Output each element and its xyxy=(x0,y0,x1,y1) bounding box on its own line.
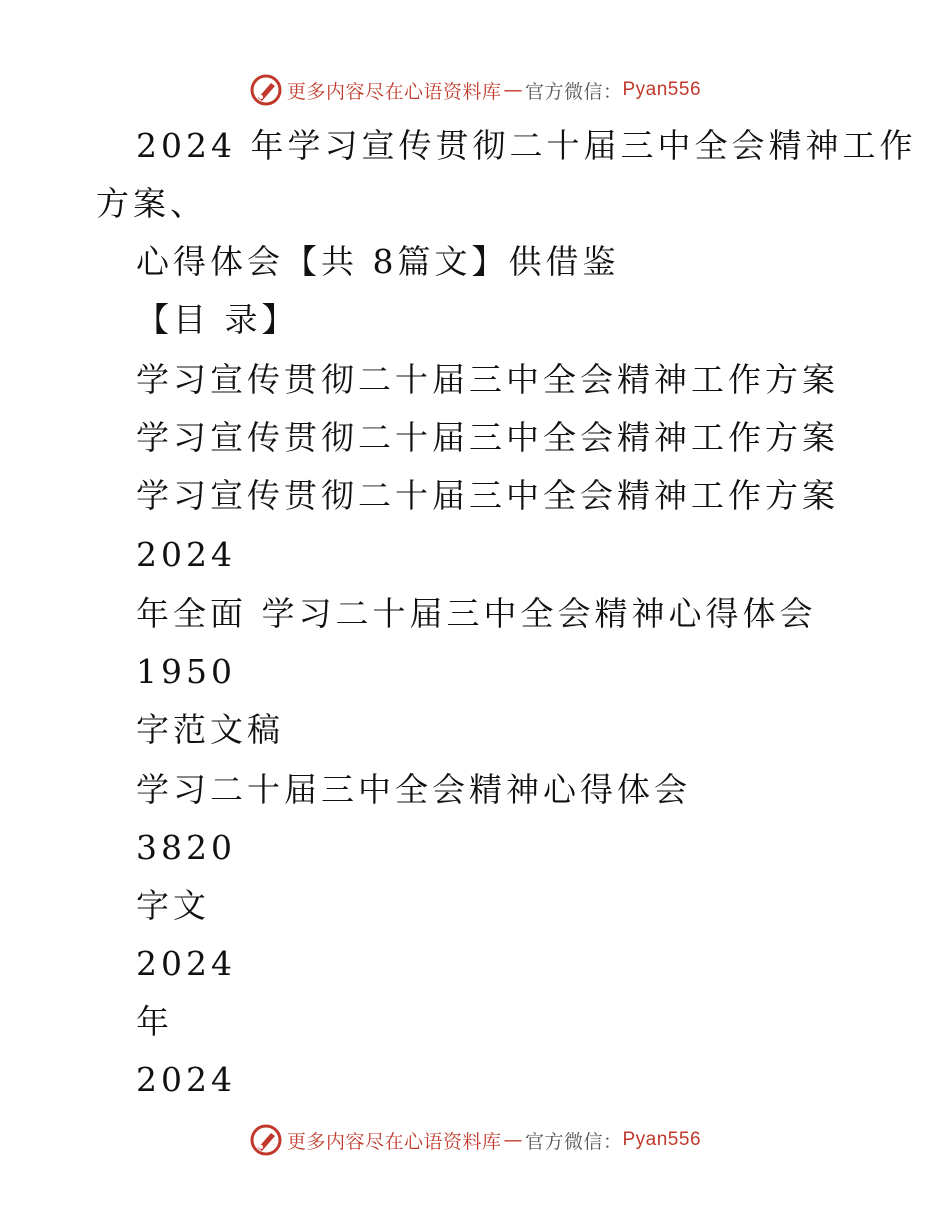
watermark-text: 更多内容尽在心语资料库 xyxy=(286,80,502,103)
watermark-label: 官方微信： xyxy=(524,80,623,103)
toc-item: 年全面 学习二十届三中全会精神心得体会 xyxy=(136,594,817,633)
toc-item: 2024 xyxy=(136,535,236,574)
toc-item: 学习宣传贯彻二十届三中全会精神工作方案 xyxy=(136,360,839,399)
toc-item: 年 xyxy=(136,1002,173,1041)
document-title-line-3: 心得体会【共 8篇文】供借鉴 xyxy=(136,242,620,281)
document-title-line-2: 方案、 xyxy=(96,184,207,223)
toc-heading: 【目 录】 xyxy=(136,300,299,339)
toc-item: 字范文稿 xyxy=(136,710,284,749)
footer-watermark xyxy=(0,1120,950,1160)
toc-item: 学习宣传贯彻二十届三中全会精神工作方案 xyxy=(136,476,839,515)
pen-seal-icon xyxy=(249,1123,283,1157)
toc-item: 1950 xyxy=(136,652,236,691)
watermark-text: 更多内容尽在心语资料库 xyxy=(286,1130,502,1153)
toc-item: 2024 xyxy=(136,1060,236,1099)
watermark-id: Pyan556 xyxy=(622,79,702,100)
toc-item: 学习二十届三中全会精神心得体会 xyxy=(136,770,691,809)
toc-item: 学习宣传贯彻二十届三中全会精神工作方案 xyxy=(136,418,839,457)
toc-item: 3820 xyxy=(136,828,236,867)
watermark-separator: — xyxy=(503,1129,523,1151)
watermark-id: Pyan556 xyxy=(622,1129,702,1150)
toc-item: 2024 xyxy=(136,944,236,983)
document-title-line-1: 2024 年学习宣传贯彻二十届三中全会精神工作 xyxy=(136,126,917,165)
header-watermark xyxy=(0,70,950,110)
pen-seal-icon xyxy=(249,73,283,107)
toc-item: 字文 xyxy=(136,886,210,925)
watermark-separator: — xyxy=(503,79,523,101)
watermark-label: 官方微信： xyxy=(524,1130,623,1153)
